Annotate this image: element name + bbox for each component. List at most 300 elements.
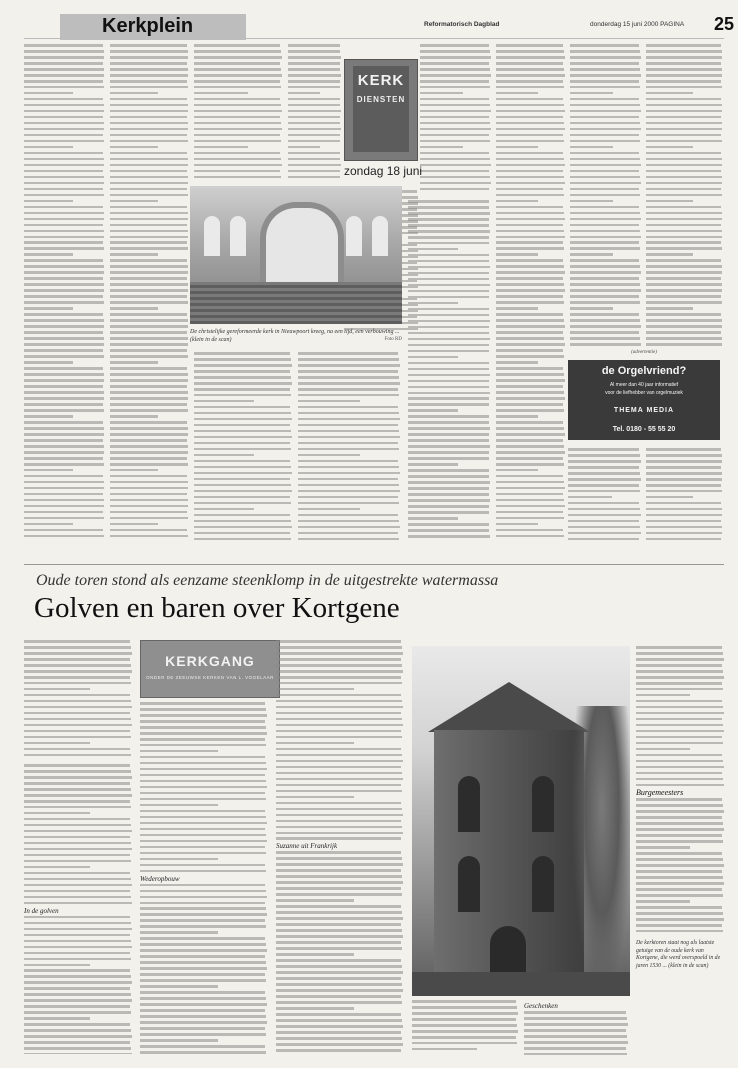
text-line-placeholder xyxy=(408,290,489,293)
text-line-placeholder xyxy=(408,386,489,389)
text-line-placeholder xyxy=(110,391,188,394)
text-line-placeholder xyxy=(646,128,722,131)
text-line-placeholder xyxy=(194,68,281,71)
text-line-placeholder xyxy=(408,535,490,538)
text-line-placeholder xyxy=(408,487,489,490)
text-line-placeholder xyxy=(496,206,563,209)
text-line-placeholder xyxy=(408,242,489,245)
text-line-placeholder xyxy=(24,999,132,1002)
text-line-placeholder xyxy=(636,784,724,787)
text-line-placeholder xyxy=(276,1031,401,1034)
article-column-3 xyxy=(276,640,406,1054)
church-interior-photo xyxy=(190,186,402,324)
text-line-placeholder xyxy=(110,206,187,209)
text-line-placeholder xyxy=(568,520,639,523)
text-line-placeholder xyxy=(298,460,398,463)
text-line-placeholder xyxy=(646,478,722,481)
text-line-placeholder xyxy=(276,923,401,926)
text-line-placeholder xyxy=(194,382,292,385)
text-line-placeholder xyxy=(288,158,340,161)
text-line-placeholder xyxy=(24,664,131,667)
text-line-placeholder xyxy=(408,248,458,251)
text-line-placeholder xyxy=(496,218,565,221)
text-line-placeholder xyxy=(276,700,402,703)
text-line-placeholder xyxy=(570,74,641,77)
text-line-placeholder xyxy=(288,86,340,89)
text-line-placeholder xyxy=(646,259,721,262)
text-line-placeholder xyxy=(276,796,354,799)
text-line-placeholder xyxy=(646,538,721,541)
text-line-placeholder xyxy=(288,152,340,155)
text-line-placeholder xyxy=(276,718,402,721)
text-line-placeholder xyxy=(194,400,254,403)
text-line-placeholder xyxy=(24,896,131,899)
text-line-placeholder xyxy=(276,832,403,835)
window-shape xyxy=(458,776,480,832)
text-line-placeholder xyxy=(408,380,489,383)
text-line-placeholder xyxy=(194,140,281,143)
text-line-placeholder xyxy=(276,989,403,992)
pews-shape xyxy=(190,282,402,324)
text-line-placeholder xyxy=(570,289,641,292)
text-line-placeholder xyxy=(636,778,723,781)
text-line-placeholder xyxy=(110,451,188,454)
text-line-placeholder xyxy=(110,236,188,239)
text-line-placeholder xyxy=(110,385,187,388)
window-shape xyxy=(204,216,220,256)
text-line-placeholder xyxy=(636,736,722,739)
text-line-placeholder xyxy=(276,983,402,986)
text-line-placeholder xyxy=(524,1047,626,1050)
text-line-placeholder xyxy=(140,702,265,705)
text-line-placeholder xyxy=(570,104,640,107)
text-line-placeholder xyxy=(646,460,722,463)
text-line-placeholder xyxy=(288,104,340,107)
text-line-placeholder xyxy=(140,852,266,855)
text-line-placeholder xyxy=(496,523,538,526)
page-header xyxy=(24,14,735,39)
text-line-placeholder xyxy=(646,277,721,280)
text-line-placeholder xyxy=(496,457,563,460)
text-line-placeholder xyxy=(276,790,402,793)
text-line-placeholder xyxy=(496,104,564,107)
text-line-placeholder xyxy=(288,116,340,119)
text-line-placeholder xyxy=(24,952,130,955)
text-line-placeholder xyxy=(412,1036,516,1039)
text-line-placeholder xyxy=(636,748,690,751)
text-line-placeholder xyxy=(408,278,489,281)
text-line-placeholder xyxy=(570,313,639,316)
text-line-placeholder xyxy=(140,931,218,934)
window-shape xyxy=(230,216,246,256)
text-line-placeholder xyxy=(24,848,132,851)
text-line-placeholder xyxy=(24,730,130,733)
text-line-placeholder xyxy=(496,295,563,298)
text-line-placeholder xyxy=(24,987,130,990)
text-line-placeholder xyxy=(24,50,104,53)
text-line-placeholder xyxy=(24,1023,130,1026)
text-line-placeholder xyxy=(140,732,267,735)
text-line-placeholder xyxy=(24,700,131,703)
text-line-placeholder xyxy=(646,289,722,292)
text-line-placeholder xyxy=(496,50,564,53)
text-line-placeholder xyxy=(110,403,187,406)
text-line-placeholder xyxy=(24,836,130,839)
text-line-placeholder xyxy=(194,502,291,505)
text-line-placeholder xyxy=(140,792,265,795)
text-line-placeholder xyxy=(524,1017,627,1020)
text-line-placeholder xyxy=(646,313,721,316)
text-line-placeholder xyxy=(194,532,290,535)
text-line-placeholder xyxy=(24,295,103,298)
text-line-placeholder xyxy=(24,247,104,250)
text-line-placeholder xyxy=(636,834,722,837)
text-line-placeholder xyxy=(420,152,489,155)
text-line-placeholder xyxy=(194,466,291,469)
text-line-placeholder xyxy=(524,1023,628,1026)
text-line-placeholder xyxy=(496,182,565,185)
text-line-placeholder xyxy=(646,520,721,523)
text-line-placeholder xyxy=(496,451,565,454)
orgelvriend-advertisement[interactable] xyxy=(568,350,720,440)
text-line-placeholder xyxy=(570,128,641,131)
text-line-placeholder xyxy=(570,86,640,89)
text-line-placeholder xyxy=(570,307,613,310)
text-line-placeholder xyxy=(496,421,563,424)
text-line-placeholder xyxy=(24,301,104,304)
text-line-placeholder xyxy=(570,188,639,191)
text-line-placeholder xyxy=(24,373,104,376)
text-line-placeholder xyxy=(140,738,265,741)
text-line-placeholder xyxy=(496,230,564,233)
text-line-placeholder xyxy=(420,62,489,65)
text-line-placeholder xyxy=(140,822,267,825)
text-line-placeholder xyxy=(496,188,563,191)
text-line-placeholder xyxy=(24,794,132,797)
text-line-placeholder xyxy=(646,508,722,511)
text-line-placeholder xyxy=(408,218,489,221)
text-line-placeholder xyxy=(408,344,489,347)
text-line-placeholder xyxy=(140,810,265,813)
text-line-placeholder xyxy=(636,840,723,843)
text-line-placeholder xyxy=(408,505,489,508)
caption-text: De christelijke gereformeerde kerk in Nieuwpoort kreeg, na een tijd, een verbouwing ... (klein in de scan) xyxy=(190,329,400,343)
text-line-placeholder xyxy=(646,146,693,149)
text-line-placeholder xyxy=(110,86,188,89)
text-line-placeholder xyxy=(570,265,640,268)
text-line-placeholder xyxy=(194,442,290,445)
text-line-placeholder xyxy=(646,68,722,71)
text-line-placeholder xyxy=(570,146,613,149)
services-column-5 xyxy=(194,352,294,544)
text-line-placeholder xyxy=(408,326,489,329)
text-line-placeholder xyxy=(570,80,639,83)
text-line-placeholder xyxy=(276,869,401,872)
text-line-placeholder xyxy=(110,499,188,502)
text-line-placeholder xyxy=(646,176,722,179)
text-line-placeholder xyxy=(24,283,104,286)
article-headline: Golven en baren over Kortgene xyxy=(34,592,400,624)
text-line-placeholder xyxy=(570,92,613,95)
text-line-placeholder xyxy=(276,682,402,685)
text-line-placeholder xyxy=(636,912,723,915)
text-line-placeholder xyxy=(408,523,489,526)
text-line-placeholder xyxy=(24,724,132,727)
text-line-placeholder xyxy=(408,463,458,466)
text-line-placeholder xyxy=(420,116,489,119)
text-line-placeholder xyxy=(298,436,400,439)
text-line-placeholder xyxy=(24,964,90,967)
text-line-placeholder xyxy=(636,846,690,849)
text-line-placeholder xyxy=(496,236,565,239)
text-line-placeholder xyxy=(496,289,565,292)
text-line-placeholder xyxy=(408,362,489,365)
text-line-placeholder xyxy=(110,247,188,250)
text-line-placeholder xyxy=(420,182,491,185)
text-line-placeholder xyxy=(24,253,73,256)
text-line-placeholder xyxy=(496,529,563,532)
text-line-placeholder xyxy=(646,301,722,304)
text-line-placeholder xyxy=(524,1041,628,1044)
text-line-placeholder xyxy=(496,355,564,358)
text-line-placeholder xyxy=(408,392,490,395)
text-line-placeholder xyxy=(24,104,104,107)
text-line-placeholder xyxy=(298,514,398,517)
text-line-placeholder xyxy=(194,448,291,451)
text-line-placeholder xyxy=(24,928,132,931)
text-line-placeholder xyxy=(194,454,254,457)
text-line-placeholder xyxy=(276,730,401,733)
text-line-placeholder xyxy=(194,478,290,481)
text-line-placeholder xyxy=(496,385,563,388)
text-line-placeholder xyxy=(496,277,563,280)
text-line-placeholder xyxy=(24,289,104,292)
text-line-placeholder xyxy=(24,271,104,274)
text-line-placeholder xyxy=(636,810,724,813)
text-line-placeholder xyxy=(276,640,401,643)
text-line-placeholder xyxy=(24,325,104,328)
text-line-placeholder xyxy=(496,445,564,448)
photo-credit: Foto RD xyxy=(384,337,402,342)
text-line-placeholder xyxy=(24,134,103,137)
text-line-placeholder xyxy=(646,44,721,47)
text-line-placeholder xyxy=(570,271,641,274)
text-line-placeholder xyxy=(646,247,722,250)
text-line-placeholder xyxy=(412,1030,518,1033)
text-line-placeholder xyxy=(24,307,73,310)
text-line-placeholder xyxy=(110,277,187,280)
text-line-placeholder xyxy=(24,212,104,215)
text-line-placeholder xyxy=(570,152,639,155)
text-line-placeholder xyxy=(276,911,402,914)
text-line-placeholder xyxy=(110,463,188,466)
text-line-placeholder xyxy=(570,212,640,215)
text-line-placeholder xyxy=(646,343,722,346)
text-line-placeholder xyxy=(140,1015,266,1018)
text-line-placeholder xyxy=(646,307,693,310)
text-line-placeholder xyxy=(288,68,340,71)
text-line-placeholder xyxy=(412,1048,477,1051)
text-line-placeholder xyxy=(496,170,563,173)
text-line-placeholder xyxy=(496,349,563,352)
text-line-placeholder xyxy=(110,301,188,304)
text-line-placeholder xyxy=(110,289,188,292)
text-line-placeholder xyxy=(408,445,490,448)
text-line-placeholder xyxy=(140,756,265,759)
services-column-4 xyxy=(288,44,342,182)
text-line-placeholder xyxy=(24,463,104,466)
text-line-placeholder xyxy=(140,828,265,831)
text-line-placeholder xyxy=(496,391,564,394)
article-lead-column xyxy=(24,640,134,760)
text-line-placeholder xyxy=(24,194,104,197)
text-line-placeholder xyxy=(636,676,724,679)
text-line-placeholder xyxy=(568,478,641,481)
text-line-placeholder xyxy=(110,397,188,400)
text-line-placeholder xyxy=(194,98,280,101)
text-line-placeholder xyxy=(568,508,640,511)
text-line-placeholder xyxy=(636,718,722,721)
text-line-placeholder xyxy=(570,337,640,340)
text-line-placeholder xyxy=(408,254,489,257)
text-line-placeholder xyxy=(24,1035,132,1038)
text-line-placeholder xyxy=(646,116,721,119)
text-line-placeholder xyxy=(570,116,639,119)
text-line-placeholder xyxy=(24,712,130,715)
text-line-placeholder xyxy=(24,505,104,508)
text-line-placeholder xyxy=(194,424,290,427)
text-line-placeholder xyxy=(24,946,132,949)
logo-word-kerkgang: KERKGANG xyxy=(165,653,255,669)
section-title: Kerkplein xyxy=(102,15,194,37)
text-line-placeholder xyxy=(24,158,104,161)
text-line-placeholder xyxy=(646,502,721,505)
text-line-placeholder xyxy=(408,421,489,424)
text-line-placeholder xyxy=(496,409,564,412)
text-line-placeholder xyxy=(24,824,131,827)
text-line-placeholder xyxy=(24,259,103,262)
text-line-placeholder xyxy=(140,1051,266,1054)
text-line-placeholder xyxy=(194,460,290,463)
text-line-placeholder xyxy=(570,176,640,179)
text-line-placeholder xyxy=(276,772,402,775)
text-line-placeholder xyxy=(636,876,723,879)
text-line-placeholder xyxy=(646,454,722,457)
text-line-placeholder xyxy=(408,356,458,359)
text-line-placeholder xyxy=(276,851,401,854)
text-line-placeholder xyxy=(636,664,722,667)
text-line-placeholder xyxy=(646,170,721,173)
text-line-placeholder xyxy=(276,947,402,950)
text-line-placeholder xyxy=(140,870,266,873)
text-line-placeholder xyxy=(24,818,130,821)
services-column-14 xyxy=(646,448,724,544)
text-line-placeholder xyxy=(646,319,722,322)
text-line-placeholder xyxy=(298,388,398,391)
text-line-placeholder xyxy=(24,469,73,472)
text-line-placeholder xyxy=(24,170,103,173)
text-line-placeholder xyxy=(24,415,73,418)
text-line-placeholder xyxy=(276,1037,402,1040)
text-line-placeholder xyxy=(420,86,490,89)
interior-photo-caption xyxy=(190,328,402,344)
text-line-placeholder xyxy=(194,394,291,397)
text-line-placeholder xyxy=(408,517,458,520)
text-line-placeholder xyxy=(496,224,563,227)
text-line-placeholder xyxy=(646,526,722,529)
text-line-placeholder xyxy=(110,50,188,53)
text-line-placeholder xyxy=(646,532,722,535)
text-line-placeholder xyxy=(24,800,130,803)
text-line-placeholder xyxy=(24,981,132,984)
text-line-placeholder xyxy=(140,937,265,940)
text-line-placeholder xyxy=(408,511,489,514)
text-line-placeholder xyxy=(636,766,724,769)
text-line-placeholder xyxy=(420,56,491,59)
text-line-placeholder xyxy=(194,490,292,493)
text-line-placeholder xyxy=(298,532,398,535)
text-line-placeholder xyxy=(496,439,563,442)
text-line-placeholder xyxy=(288,122,340,125)
text-line-placeholder xyxy=(276,748,401,751)
text-line-placeholder xyxy=(420,128,491,131)
text-line-placeholder xyxy=(24,718,131,721)
text-line-placeholder xyxy=(24,682,131,685)
text-line-placeholder xyxy=(496,259,563,262)
text-line-placeholder xyxy=(496,62,563,65)
text-line-placeholder xyxy=(24,736,131,739)
text-line-placeholder xyxy=(24,1029,131,1032)
text-line-placeholder xyxy=(646,236,722,239)
text-line-placeholder xyxy=(276,802,401,805)
text-line-placeholder xyxy=(276,977,401,980)
text-line-placeholder xyxy=(568,472,640,475)
text-line-placeholder xyxy=(140,997,266,1000)
text-line-placeholder xyxy=(24,788,131,791)
text-line-placeholder xyxy=(110,182,188,185)
text-line-placeholder xyxy=(24,676,130,679)
text-line-placeholder xyxy=(194,104,281,107)
text-line-placeholder xyxy=(24,331,103,334)
text-line-placeholder xyxy=(408,314,489,317)
text-line-placeholder xyxy=(568,496,612,499)
text-line-placeholder xyxy=(496,367,563,370)
text-line-placeholder xyxy=(570,343,641,346)
text-line-placeholder xyxy=(496,535,564,538)
text-line-placeholder xyxy=(496,397,565,400)
text-line-placeholder xyxy=(646,466,721,469)
text-line-placeholder xyxy=(24,706,132,709)
text-line-placeholder xyxy=(420,188,489,191)
text-line-placeholder xyxy=(298,418,400,421)
services-column-6 xyxy=(298,352,402,544)
text-line-placeholder xyxy=(140,907,266,910)
text-line-placeholder xyxy=(194,520,291,523)
text-line-placeholder xyxy=(570,301,640,304)
text-line-placeholder xyxy=(110,110,188,113)
text-line-placeholder xyxy=(276,917,403,920)
text-line-placeholder xyxy=(408,200,489,203)
text-line-placeholder xyxy=(288,92,320,95)
text-line-placeholder xyxy=(636,930,723,933)
services-column-13 xyxy=(568,448,642,544)
text-line-placeholder xyxy=(636,858,723,861)
text-line-placeholder xyxy=(276,1043,403,1046)
text-line-placeholder xyxy=(636,918,724,921)
text-line-placeholder xyxy=(24,670,132,673)
text-line-placeholder xyxy=(496,331,563,334)
text-line-placeholder xyxy=(110,493,187,496)
